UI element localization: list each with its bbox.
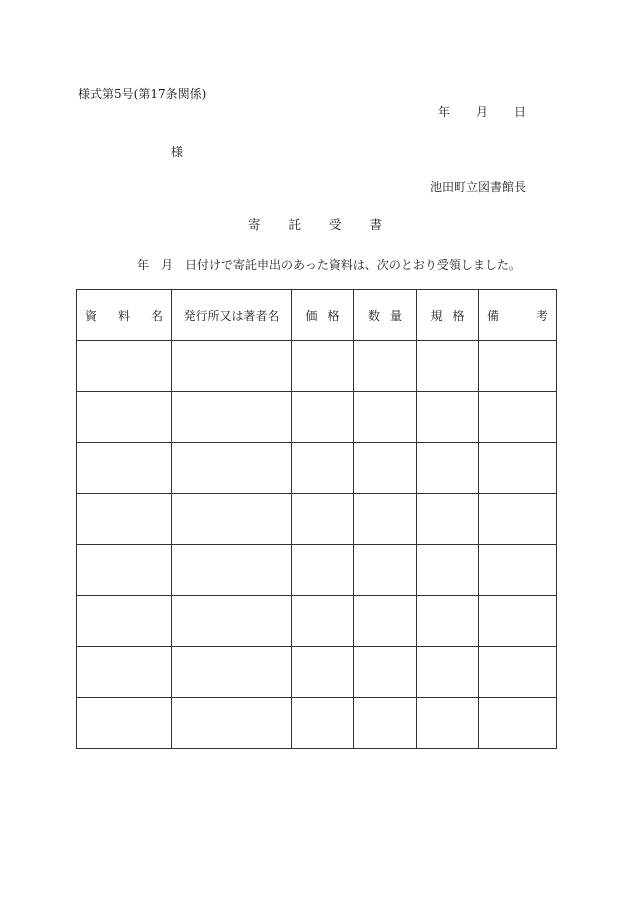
table-cell: [172, 392, 292, 443]
addressee-suffix: 様: [171, 145, 184, 159]
header-specification: 規 格: [417, 290, 479, 341]
table-row: [77, 698, 557, 749]
table-cell: [292, 341, 354, 392]
table-cell: [292, 596, 354, 647]
table-cell: [417, 698, 479, 749]
table-row: [77, 443, 557, 494]
table-cell: [417, 545, 479, 596]
table-cell: [479, 443, 557, 494]
table-cell: [417, 341, 479, 392]
table-cell: [354, 341, 417, 392]
table-cell: [172, 341, 292, 392]
table-cell: [354, 698, 417, 749]
table-row: [77, 392, 557, 443]
table-cell: [479, 341, 557, 392]
table-body: [77, 341, 557, 749]
header-material-name: 資 料 名: [77, 290, 172, 341]
table-cell: [77, 647, 172, 698]
title-char: 寄: [247, 217, 261, 232]
table-cell: [354, 392, 417, 443]
table-cell: [479, 596, 557, 647]
table-cell: [172, 698, 292, 749]
table-cell: [354, 647, 417, 698]
table-cell: [479, 494, 557, 545]
date-year-label: 年: [437, 105, 450, 119]
table-cell: [292, 698, 354, 749]
table-row: [77, 494, 557, 545]
table-cell: [417, 596, 479, 647]
table-header-row: [77, 290, 557, 341]
table-cell: [172, 596, 292, 647]
table-row: [77, 545, 557, 596]
table-cell: [77, 443, 172, 494]
table-cell: [77, 392, 172, 443]
table-cell: [417, 443, 479, 494]
table-cell: [172, 494, 292, 545]
table-cell: [77, 698, 172, 749]
table-row: [77, 647, 557, 698]
table-cell: [292, 545, 354, 596]
title-char: 書: [369, 217, 383, 232]
table-cell: [354, 494, 417, 545]
table-cell: [77, 545, 172, 596]
table-cell: [479, 392, 557, 443]
table-cell: [77, 494, 172, 545]
table-cell: [417, 494, 479, 545]
date-line: [438, 105, 526, 119]
table-row: [77, 341, 557, 392]
title-char: 託: [288, 217, 301, 232]
table-cell: [172, 545, 292, 596]
table-cell: [292, 443, 354, 494]
title-char: 受: [329, 217, 342, 232]
table-cell: [354, 443, 417, 494]
table-cell: [479, 698, 557, 749]
table-cell: [172, 647, 292, 698]
table-cell: [354, 596, 417, 647]
form-number: 様式第5号(第17条関係): [78, 87, 207, 101]
table-cell: [292, 647, 354, 698]
table-cell: [77, 596, 172, 647]
header-price: 価 格: [292, 290, 354, 341]
receipt-table: [76, 289, 557, 749]
header-quantity: 数 量: [354, 290, 417, 341]
header-publisher-author: 発行所又は著者名: [172, 290, 292, 341]
date-month-label: 月: [475, 105, 488, 119]
table-cell: [172, 443, 292, 494]
document-title: [0, 218, 630, 232]
table-cell: [479, 545, 557, 596]
table-row: [77, 596, 557, 647]
header-remarks: 備 考: [479, 290, 557, 341]
date-day-label: 日: [513, 105, 526, 119]
table-cell: [77, 341, 172, 392]
table-cell: [479, 647, 557, 698]
table-cell: [292, 392, 354, 443]
table-cell: [292, 494, 354, 545]
table-cell: [354, 545, 417, 596]
issuer-name: 池田町立図書館長: [429, 180, 526, 194]
body-text: 年 月 日付けで寄託申出のあった資料は、次のとおり受領しました。: [137, 258, 521, 272]
table-cell: [417, 392, 479, 443]
table-cell: [417, 647, 479, 698]
